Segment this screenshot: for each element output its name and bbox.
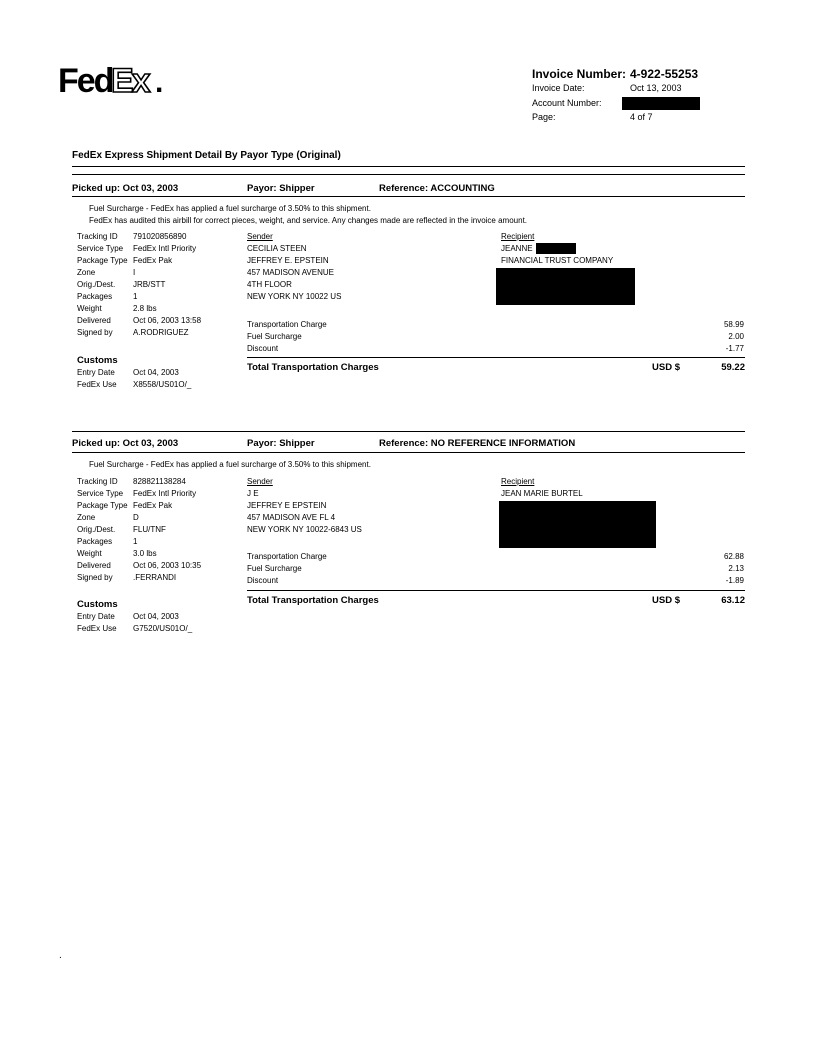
sender-line: 457 MADISON AVENUE — [247, 268, 334, 277]
logo-dot-text: . — [155, 66, 164, 99]
recipient-title: Recipient — [501, 232, 535, 241]
fedex-logo — [58, 56, 170, 100]
total-rule — [247, 357, 745, 358]
recipient-name-redaction — [536, 243, 576, 254]
detail-label-delivered: Delivered — [77, 561, 111, 570]
delivered-value: Oct 06, 2003 10:35 — [133, 561, 202, 570]
customs-label-entry-date: Entry Date — [77, 368, 115, 377]
invoice-date-label: Invoice Date: — [532, 83, 585, 93]
delivered-value: Oct 06, 2003 13:58 — [133, 316, 202, 325]
total-currency: USD $ — [652, 595, 680, 606]
invoice-number-value: 4-922-55253 — [630, 67, 699, 81]
total-label: Total Transportation Charges — [247, 595, 379, 606]
service-type-value: FedEx Intl Priority — [133, 244, 197, 253]
section-top-rule — [72, 431, 745, 432]
sender-line: J E — [247, 489, 259, 498]
account-number-label: Account Number: — [532, 98, 602, 108]
account-number-redaction — [622, 97, 700, 110]
customs-entry-date-value: Oct 04, 2003 — [133, 612, 179, 621]
package-type-value: FedEx Pak — [133, 501, 173, 510]
report-title: FedEx Express Shipment Detail By Payor Type (Original) — [72, 150, 341, 161]
orig-dest-value: FLU/TNF — [133, 525, 166, 534]
sender-line: NEW YORK NY 10022-6843 US — [247, 525, 362, 534]
charge-amount: -1.77 — [725, 344, 744, 353]
detail-label-tracking-id: Tracking ID — [77, 232, 118, 241]
charge-amount: 58.99 — [723, 320, 744, 329]
customs-title: Customs — [77, 355, 118, 366]
svg-text:. — [155, 66, 163, 99]
detail-label-delivered: Delivered — [77, 316, 111, 325]
customs-label-fedex-use: FedEx Use — [77, 624, 117, 633]
detail-label-packages: Packages — [77, 292, 113, 301]
footer-mark: . — [59, 950, 62, 961]
detail-label-signed-by: Signed by — [77, 573, 113, 582]
picked-up-date: Picked up: Oct 03, 2003 — [72, 438, 179, 449]
page-value: 4 of 7 — [630, 112, 653, 122]
charge-amount: 62.88 — [723, 552, 744, 561]
total-rule — [247, 590, 745, 591]
charge-label: Discount — [247, 576, 279, 585]
detail-label-orig-dest: Orig./Dest. — [77, 280, 116, 289]
recipient-line: FINANCIAL TRUST COMPANY — [501, 256, 614, 265]
section-top-rule — [72, 174, 745, 175]
svg-text:Fed — [58, 62, 113, 100]
customs-fedex-use-value: X8558/US01O/_ — [133, 380, 192, 389]
customs-fedex-use-value: G7520/US01O/_ — [133, 624, 193, 633]
weight-value: 2.8 lbs — [133, 304, 157, 313]
charge-label: Fuel Surcharge — [247, 332, 302, 341]
detail-label-packages: Packages — [77, 537, 113, 546]
charge-label: Transportation Charge — [247, 552, 327, 561]
invoice-number-label: Invoice Number: — [532, 67, 627, 81]
zone-value: D — [133, 513, 139, 522]
recipient-line: JEANNE — [501, 244, 533, 253]
recipient-title: Recipient — [501, 477, 535, 486]
total-amount: 63.12 — [721, 595, 745, 606]
detail-label-weight: Weight — [77, 304, 102, 313]
service-type-value: FedEx Intl Priority — [133, 489, 197, 498]
payor-type: Payor: Shipper — [247, 183, 315, 194]
detail-label-package-type: Package Type — [77, 501, 128, 510]
detail-label-zone: Zone — [77, 513, 96, 522]
weight-value: 3.0 lbs — [133, 549, 157, 558]
sender-line: JEFFREY E EPSTEIN — [247, 501, 327, 510]
sender-title: Sender — [247, 232, 273, 241]
signed-by-value: A.RODRIGUEZ — [133, 328, 189, 337]
detail-label-tracking-id: Tracking ID — [77, 477, 118, 486]
detail-label-zone: Zone — [77, 268, 96, 277]
sender-line: JEFFREY E. EPSTEIN — [247, 256, 329, 265]
sender-line: CECILIA STEEN — [247, 244, 307, 253]
reference: Reference: NO REFERENCE INFORMATION — [379, 438, 576, 449]
orig-dest-value: JRB/STT — [133, 280, 166, 289]
zone-value: I — [133, 268, 136, 277]
note-line: Fuel Surcharge - FedEx has applied a fuel surcharge of 3.50% to this shipment. — [89, 204, 371, 213]
charge-label: Fuel Surcharge — [247, 564, 302, 573]
recipient-line: JEAN MARIE BURTEL — [501, 489, 583, 498]
title-rule — [72, 166, 745, 167]
charge-amount: 2.13 — [728, 564, 744, 573]
sender-title: Sender — [247, 477, 273, 486]
section-header-rule — [72, 196, 745, 197]
picked-up-date: Picked up: Oct 03, 2003 — [72, 183, 179, 194]
total-label: Total Transportation Charges — [247, 362, 379, 373]
customs-label-entry-date: Entry Date — [77, 612, 115, 621]
charge-amount: -1.89 — [725, 576, 744, 585]
package-type-value: FedEx Pak — [133, 256, 173, 265]
recipient-address-redaction — [499, 501, 656, 548]
note-line: FedEx has audited this airbill for correct pieces, weight, and service. Any changes made are reflected in the invoice amount. — [89, 216, 528, 225]
customs-entry-date-value: Oct 04, 2003 — [133, 368, 179, 377]
sender-line: 457 MADISON AVE FL 4 — [247, 513, 336, 522]
customs-label-fedex-use: FedEx Use — [77, 380, 117, 389]
total-amount: 59.22 — [721, 362, 745, 373]
detail-label-orig-dest: Orig./Dest. — [77, 525, 116, 534]
tracking-id-value: 828821138284 — [133, 477, 186, 486]
logo-ex-text: Ex — [111, 62, 149, 100]
svg-text:Ex — [111, 62, 151, 100]
detail-label-package-type: Package Type — [77, 256, 128, 265]
note-line: Fuel Surcharge - FedEx has applied a fuel surcharge of 3.50% to this shipment. — [89, 460, 371, 469]
sender-line: NEW YORK NY 10022 US — [247, 292, 342, 301]
tracking-id-value: 791020856890 — [133, 232, 187, 241]
charge-label: Transportation Charge — [247, 320, 327, 329]
section-header-rule — [72, 452, 745, 453]
detail-label-signed-by: Signed by — [77, 328, 113, 337]
detail-label-service-type: Service Type — [77, 244, 124, 253]
detail-label-weight: Weight — [77, 549, 102, 558]
total-currency: USD $ — [652, 362, 680, 373]
charge-label: Discount — [247, 344, 279, 353]
logo-fed-text: Fed — [58, 62, 113, 100]
page-label: Page: — [532, 112, 556, 122]
customs-title: Customs — [77, 599, 118, 610]
packages-value: 1 — [133, 292, 138, 301]
reference: Reference: ACCOUNTING — [379, 183, 495, 194]
charge-amount: 2.00 — [728, 332, 744, 341]
signed-by-value: .FERRANDI — [133, 573, 177, 582]
payor-type: Payor: Shipper — [247, 438, 315, 449]
recipient-address-redaction — [496, 268, 635, 305]
detail-label-service-type: Service Type — [77, 489, 124, 498]
packages-value: 1 — [133, 537, 138, 546]
sender-line: 4TH FLOOR — [247, 280, 292, 289]
invoice-date-value: Oct 13, 2003 — [630, 83, 682, 93]
